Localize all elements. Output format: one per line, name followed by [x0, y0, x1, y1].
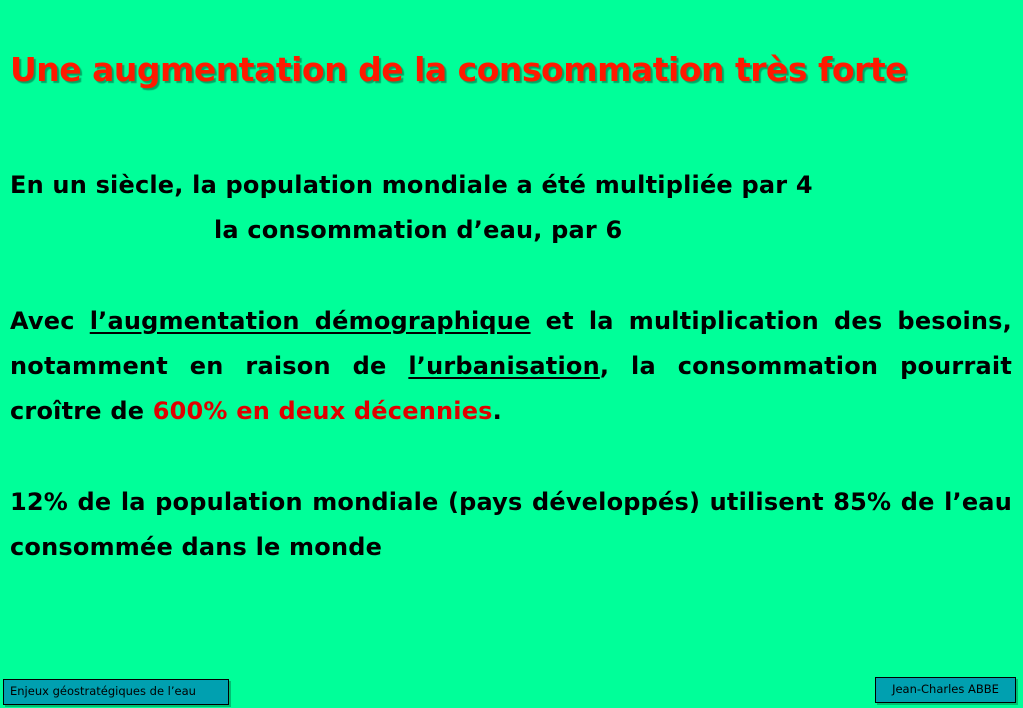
footer-author: Jean-Charles ABBE	[875, 677, 1016, 703]
water-consumption-line: la consommation d’eau, par 6	[214, 216, 623, 244]
distribution-paragraph: 12% de la population mondiale (pays développés) utilisent 85% de l’eau consommée dans le monde	[10, 488, 1012, 561]
growth-text-1: Avec	[10, 307, 90, 335]
slide-title: Une augmentation de la consommation très forte	[10, 50, 907, 89]
growth-text-2: et la multiplication des besoins, notamment en raison de	[10, 307, 1012, 380]
urbanisation-term: l’urbanisation	[408, 352, 600, 380]
growth-text-end: .	[492, 397, 502, 425]
population-line: En un siècle, la population mondiale a été multipliée par 4	[10, 171, 813, 199]
population-statement	[10, 163, 1012, 253]
footer-topic: Enjeux géostratégiques de l’eau	[3, 679, 229, 705]
growth-text-3: , la consommation pourrait croître de	[10, 352, 1013, 425]
demographic-growth-term: l’augmentation démographique	[89, 307, 531, 335]
growth-paragraph	[10, 299, 1012, 434]
growth-highlight: 600% en deux décennies	[152, 397, 493, 425]
